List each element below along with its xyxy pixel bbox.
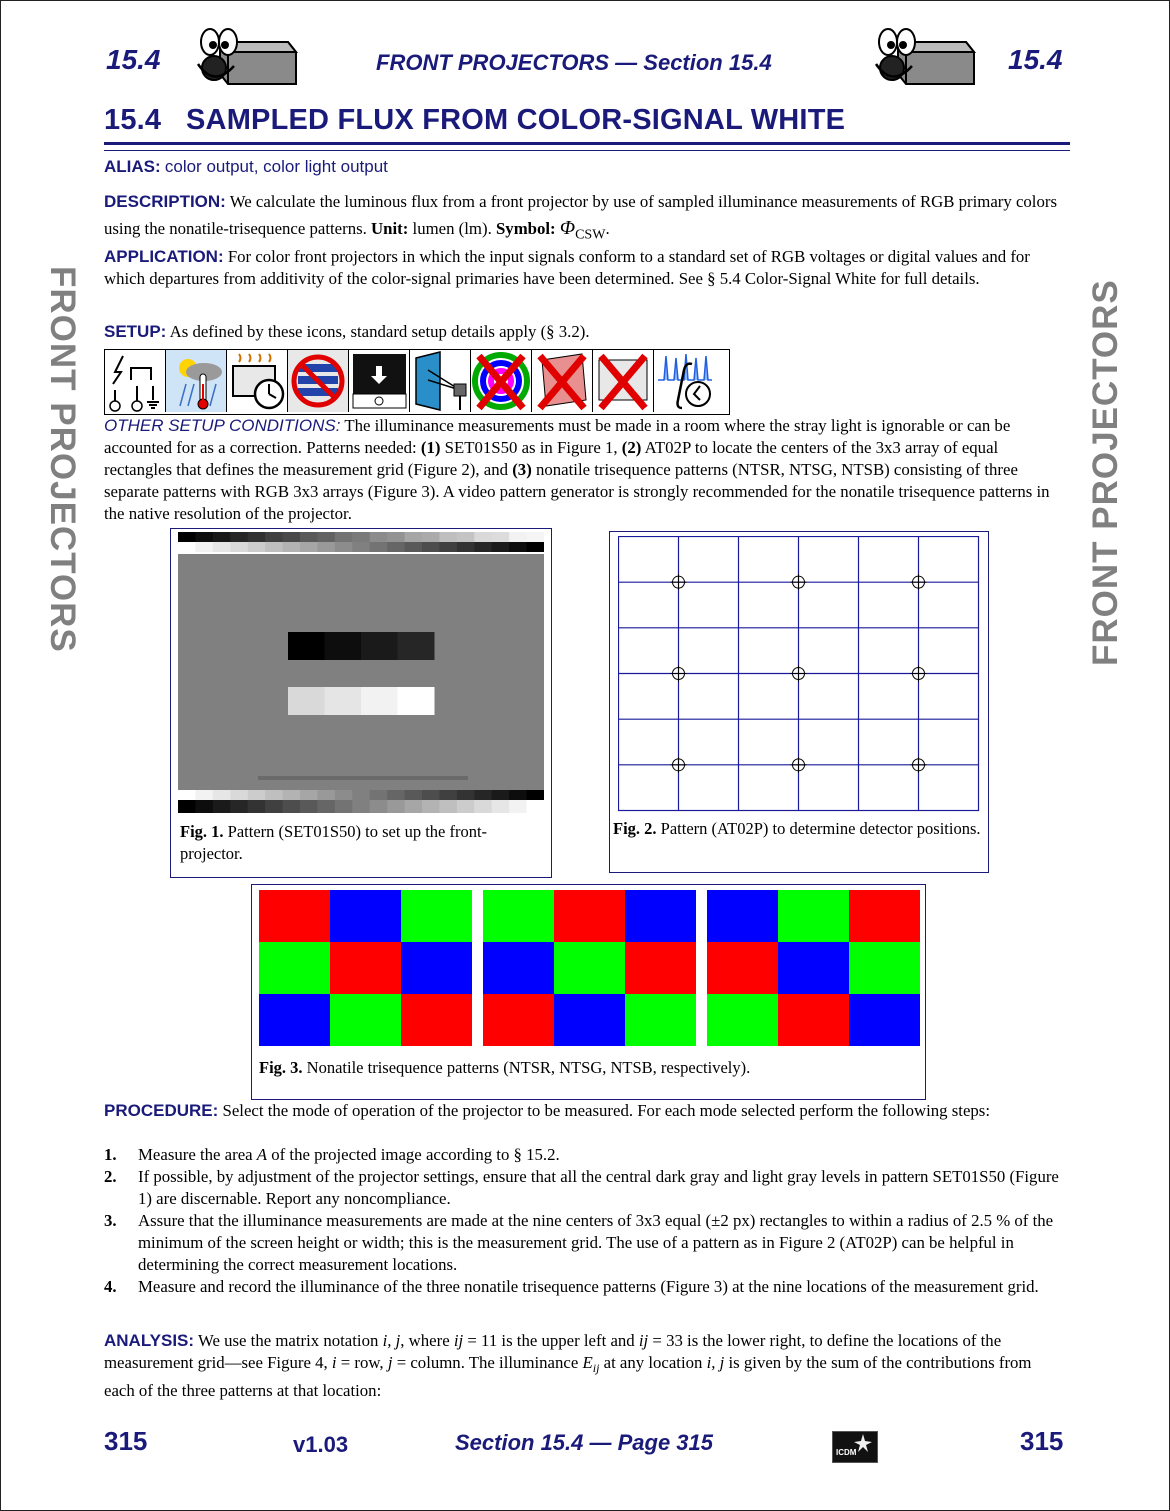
gray-ramp-step (178, 800, 196, 813)
gray-ramp-step (387, 542, 405, 552)
step-number: 4. (104, 1277, 117, 1296)
gray-ramp-step (283, 790, 301, 800)
gray-ramp-step (422, 790, 440, 800)
gray-ramp-step (283, 542, 301, 552)
set01s50-pattern (178, 532, 544, 816)
pattern-cell-blue (483, 942, 554, 994)
no-tilt-crossed-icon (532, 350, 593, 412)
gray-ramp-step (474, 800, 492, 813)
no-screen-crossed-icon (593, 350, 654, 412)
procedure-paragraph (104, 1100, 1066, 1122)
analysis-variable: j (387, 1353, 393, 1372)
gray-ramp-step (457, 542, 475, 552)
pattern-cell-red (483, 994, 554, 1046)
title-rule (104, 142, 1070, 151)
gray-ramp-step (300, 790, 318, 800)
figure-1-caption-text: Pattern (SET01S50) to set up the front-projector. (180, 822, 488, 863)
analysis-text: is given by the sum of the contributions from each of the three patterns at that location: (104, 1353, 1032, 1401)
gray-ramp-step (248, 800, 266, 813)
pattern-cell-red (707, 942, 778, 994)
light-gray-level (288, 687, 325, 715)
other-setup-paragraph (104, 415, 1066, 525)
gray-ramp-step (317, 790, 335, 800)
pattern-cell-blue (778, 942, 849, 994)
light-gray-level (398, 687, 435, 715)
pattern-number-3: (3) (512, 460, 532, 479)
figure-2-label: Fig. 2. (613, 819, 657, 838)
gray-ramp-step (457, 532, 475, 542)
analysis-text: = row, (336, 1353, 388, 1372)
pattern-cell-blue (259, 994, 330, 1046)
procedure-text: Select the mode of operation of the projector to be measured. For each mode selected perform the following steps: (222, 1101, 990, 1120)
step-text-end: of the projected image according to § 15.2. (267, 1145, 560, 1164)
step-text: Assure that the illuminance measurements are made at the nine centers of 3x3 equal (±2 px) rectangles to within a radius of 2.5 % of the minimum of the screen height or width; this is the measurement grid. The use of a pattern as in Figure 2 (AT02P) can be helpful in determining the correct measurement locations. (138, 1211, 1054, 1274)
pattern-cell-red (259, 890, 330, 942)
gray-ramp-step (509, 532, 527, 542)
step-text: Measure and record the illuminance of the three nonatile trisequence patterns (Figure 3) at the nine locations of the measurement grid. (138, 1277, 1039, 1296)
header-section-left: 15.4 (106, 44, 161, 75)
gray-ramp-step (527, 542, 544, 552)
application-label: APPLICATION: (104, 247, 224, 266)
icdm-logo-icon (833, 1432, 877, 1462)
pattern-cell-green (778, 890, 849, 942)
integration-spectrum-icon (654, 350, 715, 412)
projector-mascot-icon (190, 22, 300, 94)
figure-3-label: Fig. 3. (259, 1058, 303, 1077)
analysis-label: ANALYSIS: (104, 1331, 195, 1350)
gray-ramp-step (387, 532, 405, 542)
footer-page-right: 315 (1020, 1426, 1064, 1456)
gray-ramp-step (265, 790, 283, 800)
gray-ramp-step (213, 532, 231, 542)
gray-ramp-step (422, 800, 440, 813)
figure-3-caption (259, 1057, 919, 1079)
gray-ramp-step (213, 790, 231, 800)
figure-1 (170, 528, 552, 878)
symbol-subscript: CSW (575, 227, 606, 243)
other-setup-text-1: The illuminance measurements must be made in a room where the stray light is ignorable or can be accounted for as a correction. Patterns needed: (104, 416, 1011, 457)
description-text: We calculate the luminous flux from a front projector by use of sampled illuminance measurements of RGB primary colors using the nonatile-trisequence patterns. (104, 192, 1057, 238)
gray-ramp-step (283, 532, 301, 542)
gray-ramp-step (300, 542, 318, 552)
gray-ramp-step (213, 542, 231, 552)
gray-ramp-step (195, 790, 213, 800)
gray-ramp-step (352, 800, 370, 813)
gray-ramp-step (474, 790, 492, 800)
pattern-cell-blue (401, 942, 472, 994)
gray-ramp-step (300, 800, 318, 813)
figure-2 (609, 531, 989, 873)
header-section-right: 15.4 (1008, 44, 1063, 75)
step-text: If possible, by adjustment of the projector settings, ensure that all the central dark gray and light gray levels in pattern SET01S50 (Figure 1) are discernable. Report any noncompliance. (138, 1167, 1059, 1208)
analysis-paragraph (104, 1330, 1066, 1402)
procedure-step (104, 1210, 1066, 1276)
analysis-text: We use the matrix notation (197, 1331, 383, 1350)
gray-ramp-step (509, 800, 527, 813)
gray-ramp-step (370, 542, 388, 552)
analysis-variable: ij (453, 1331, 464, 1350)
setup-label: SETUP: (104, 322, 167, 341)
alias-label: ALIAS: (104, 157, 161, 176)
other-setup-label: OTHER SETUP CONDITIONS: (104, 416, 341, 435)
pattern-cell-green (554, 942, 625, 994)
gray-ramp-step (439, 542, 457, 552)
dark-gray-level (288, 632, 325, 660)
symbol-label: Symbol: (495, 219, 556, 238)
display-center-icon (349, 350, 410, 412)
footer-version: v1.03 (293, 1432, 349, 1457)
procedure-steps (104, 1144, 1066, 1298)
procedure-step (104, 1166, 1066, 1210)
side-tab-right: FRONT PROJECTORS (1086, 279, 1125, 666)
gray-ramp-step (335, 532, 353, 542)
analysis-text: = column. The illuminance (392, 1353, 583, 1372)
ntsb-pattern (707, 890, 920, 1046)
bottom-gray-ramp (178, 790, 544, 813)
gray-ramp-step (317, 532, 335, 542)
analysis-variable: i, j (706, 1353, 725, 1372)
analysis-variable: i (331, 1353, 337, 1372)
pattern-number-2: (2) (621, 438, 642, 457)
pattern-number-1: (1) (420, 438, 441, 457)
gray-ramp-step (178, 542, 196, 552)
gray-ramp-step (387, 800, 405, 813)
dark-gray-level (325, 632, 362, 660)
analysis-text: at any location (599, 1353, 707, 1372)
gray-ramp-step (439, 532, 457, 542)
dark-gray-levels (288, 632, 435, 660)
pattern-cell-green (401, 890, 472, 942)
analysis-variable: ij (638, 1331, 649, 1350)
step-number: 1. (104, 1145, 117, 1164)
setup-icons-strip (104, 349, 730, 415)
footer-page-left: 315 (104, 1426, 148, 1456)
ntsg-pattern (483, 890, 696, 1046)
description-label: DESCRIPTION: (104, 192, 226, 211)
step-variable: A (256, 1145, 268, 1164)
unit-text: lumen (lm). (412, 219, 492, 238)
gray-ramp-step (405, 542, 423, 552)
icdm-logo-text: ICDM (836, 1448, 857, 1457)
gray-ramp-step (335, 800, 353, 813)
figure-3-caption-text: Nonatile trisequence patterns (NTSR, NTSG, NTSB, respectively). (306, 1058, 751, 1077)
no-stray-light-icon (288, 350, 349, 412)
pattern-cell-green (849, 942, 920, 994)
light-gray-level (361, 687, 398, 715)
gray-ramp-step (439, 790, 457, 800)
gray-ramp-step (300, 532, 318, 542)
gray-ramp-step (527, 790, 544, 800)
gray-ramp-step (405, 800, 423, 813)
pattern-cell-red (849, 890, 920, 942)
gray-ramp-step (195, 800, 213, 813)
other-setup-text-2: SET01S50 as in Figure 1, (444, 438, 618, 457)
gray-ramp-step (370, 790, 388, 800)
pattern-cell-red (625, 942, 696, 994)
projector-mascot-icon (868, 22, 978, 94)
gray-ramp-step (248, 790, 266, 800)
procedure-step (104, 1276, 1066, 1298)
header-running-title: FRONT PROJECTORS — Section 15.4 (376, 50, 772, 75)
environment-weather-icon (166, 350, 227, 412)
setup-text: As defined by these icons, standard setup details apply (§ 3.2). (169, 322, 590, 341)
gray-ramp-step (178, 532, 196, 542)
figure-3 (251, 884, 926, 1100)
figure-2-caption-text: Pattern (AT02P) to determine detector positions. (660, 819, 981, 838)
figure-1-label: Fig. 1. (180, 822, 224, 841)
gray-ramp-step (405, 532, 423, 542)
gray-ramp-step (370, 532, 388, 542)
gray-ramp-step (457, 800, 475, 813)
symbol: Φ (559, 217, 576, 239)
gray-ramp-step (422, 532, 440, 542)
gray-ramp-step (422, 542, 440, 552)
application-paragraph (104, 246, 1066, 290)
dark-gray-level (398, 632, 435, 660)
gray-ramp-step (474, 532, 492, 542)
step-text: Measure the area (138, 1145, 257, 1164)
top-gray-ramp (178, 532, 544, 552)
description-paragraph (104, 188, 1066, 248)
side-tab-left: FRONT PROJECTORS (43, 266, 82, 653)
gray-ramp-step (265, 800, 283, 813)
alias-text: color output, color light output (164, 157, 388, 176)
figure-2-caption (613, 818, 983, 840)
gray-ramp-step (509, 790, 527, 800)
pattern-cell-red (401, 994, 472, 1046)
procedure-label: PROCEDURE: (104, 1101, 219, 1120)
analysis-text: , where (400, 1331, 454, 1350)
figure-1-caption (180, 821, 544, 865)
gray-ramp-step (509, 542, 527, 552)
gray-ramp-step (352, 532, 370, 542)
procedure-step (104, 1144, 1066, 1166)
analysis-variable: E (582, 1353, 593, 1372)
gray-ramp-step (335, 542, 353, 552)
icdm-logo (832, 1431, 878, 1463)
application-text: For color front projectors in which the input signals conform to a standard set of RGB voltages or digital values and for which departures from additivity of the color-signal primaries have been determined. See § 5.4 Color-Signal White for full details. (104, 247, 1030, 288)
gray-ramp-step (230, 800, 248, 813)
step-number: 3. (104, 1211, 117, 1230)
pattern-cell-blue (707, 890, 778, 942)
gray-ramp-step (370, 800, 388, 813)
pattern-cell-blue (625, 890, 696, 942)
dark-gray-level (361, 632, 398, 660)
symbol-end: . (605, 219, 610, 238)
footer-center: Section 15.4 — Page 315 (455, 1430, 714, 1455)
other-setup-text-4: nonatile trisequence patterns (NTSR, NTSG, NTSB) consisting of three separate patterns with RGB 3x3 arrays (Figure 3). A video pattern generator is strongly recommended for the nonatile trisequence patterns in the native resolution of the projector. (104, 460, 1050, 523)
pattern-cell-blue (330, 890, 401, 942)
pattern-cell-red (778, 994, 849, 1046)
analysis-variable: i, j (382, 1331, 401, 1350)
unit-label: Unit: (371, 219, 409, 238)
gray-ramp-step (248, 542, 266, 552)
analysis-text: = 33 is the lower right, to define the locations of the measurement grid—see Figure 4, (104, 1331, 1002, 1372)
gray-ramp-step (248, 532, 266, 542)
gray-ramp-step (474, 542, 492, 552)
gray-ramp-step (265, 542, 283, 552)
gray-ramp-step (230, 542, 248, 552)
gray-ramp-step (352, 790, 370, 800)
analysis-subscript: ij (592, 1361, 600, 1376)
pattern-cell-green (707, 994, 778, 1046)
at02p-grid-pattern (618, 536, 980, 813)
analysis-text: = 11 is the upper left and (463, 1331, 639, 1350)
pattern-cell-green (625, 994, 696, 1046)
gray-ramp-step (230, 532, 248, 542)
gray-ramp-step (230, 790, 248, 800)
pattern-cell-green (330, 994, 401, 1046)
other-setup-text-3: AT02P to locate the centers of the 3x3 array of equal rectangles that defines the measurement grid (Figure 2), and (104, 438, 999, 479)
light-gray-level (325, 687, 362, 715)
setup-paragraph (104, 321, 1066, 343)
pattern-cell-green (483, 890, 554, 942)
power-supply-icon (105, 350, 166, 412)
gray-ramp-step (335, 790, 353, 800)
gray-ramp-step (352, 542, 370, 552)
gray-ramp-step (527, 800, 544, 813)
gray-ramp-step (195, 542, 213, 552)
pattern-cell-blue (849, 994, 920, 1046)
light-gray-levels (288, 687, 435, 715)
gray-ramp-step (265, 532, 283, 542)
gray-ramp-step (405, 790, 423, 800)
ntsr-pattern (259, 890, 472, 1046)
no-color-crossed-icon (471, 350, 532, 412)
gray-ramp-step (492, 800, 510, 813)
gray-ramp-step (492, 542, 510, 552)
alias-paragraph (104, 156, 1066, 178)
gray-ramp-step (527, 532, 544, 542)
gray-ramp-step (492, 790, 510, 800)
gray-ramp-step (178, 790, 196, 800)
step-number: 2. (104, 1167, 117, 1186)
gray-ramp-step (387, 790, 405, 800)
pattern-cell-green (259, 942, 330, 994)
pattern-cell-red (554, 890, 625, 942)
detector-screen-icon (410, 350, 471, 412)
gray-ramp-step (317, 542, 335, 552)
gray-ramp-step (317, 800, 335, 813)
gray-ramp-step (439, 800, 457, 813)
page-title: 15.4 SAMPLED FLUX FROM COLOR-SIGNAL WHITE (104, 104, 846, 136)
gray-ramp-step (283, 800, 301, 813)
gray-ramp-step (457, 790, 475, 800)
gray-ramp-step (213, 800, 231, 813)
gray-ramp-step (492, 532, 510, 542)
pattern-cell-blue (554, 994, 625, 1046)
pattern-cell-red (330, 942, 401, 994)
gray-ramp-step (195, 532, 213, 542)
warmup-clock-icon (227, 350, 288, 412)
